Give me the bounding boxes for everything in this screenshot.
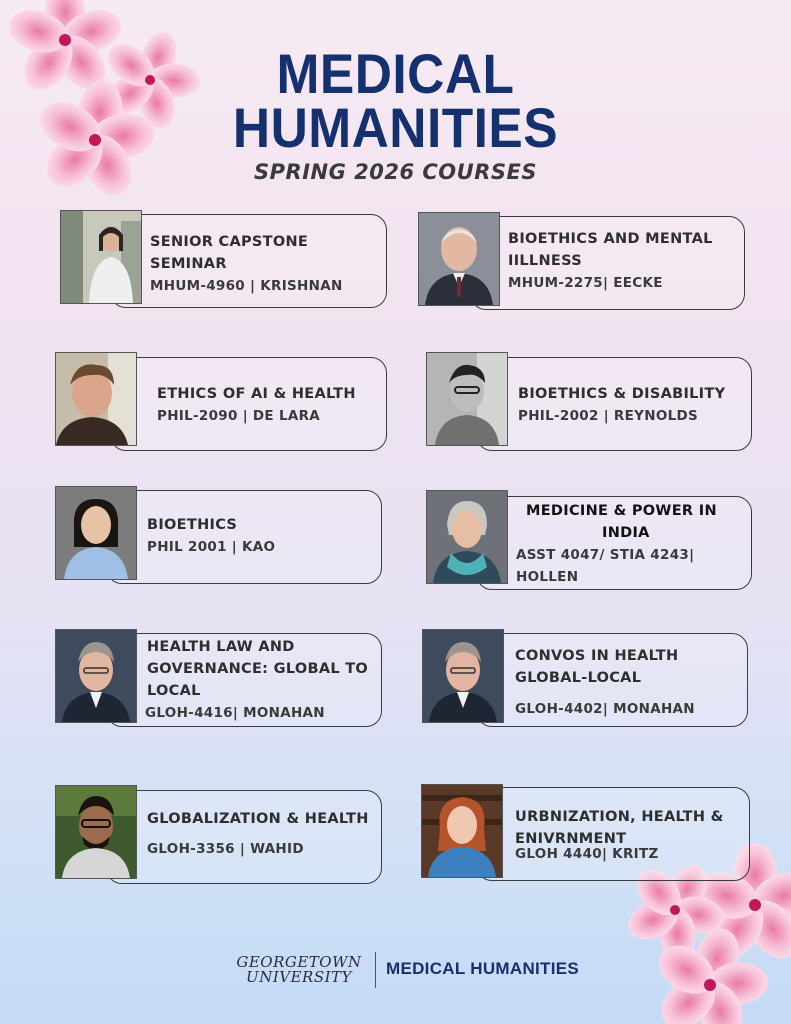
- course-text-senior-capstone: [150, 231, 343, 297]
- course-text-convos-health: [515, 645, 695, 720]
- course-code: MHUM-4960 | KRISHNAN: [150, 278, 343, 294]
- instructor-photo-reynolds: [426, 352, 508, 446]
- course-title: GLOBAL-LOCAL: [515, 670, 642, 686]
- course-title: SEMINAR: [150, 256, 227, 272]
- course-code: MHUM-2275| EECKE: [508, 275, 663, 291]
- footer-divider: [375, 952, 376, 988]
- instructor-photo-monahan-1: [55, 629, 137, 723]
- course-code: HOLLEN: [516, 569, 579, 585]
- course-code: PHIL 2001 | KAO: [147, 539, 276, 555]
- course-title: ETHICS OF AI & HEALTH: [157, 386, 356, 402]
- course-code: PHIL-2090 | DE LARA: [157, 408, 321, 424]
- course-title: URBNIZATION, HEALTH &: [515, 809, 724, 825]
- instructor-photo-hollen: [426, 490, 508, 584]
- course-title: GOVERNANCE: GLOBAL TO: [147, 661, 369, 677]
- instructor-photo-kritz: [421, 784, 503, 878]
- course-title: BIOETHICS & DISABILITY: [518, 386, 726, 402]
- course-title: ENIVRNMENT: [515, 831, 627, 847]
- instructor-photo-de-lara: [55, 352, 137, 446]
- course-code: GLOH-3356 | WAHID: [147, 841, 304, 857]
- page-title-line2: HUMANITIES: [232, 96, 559, 159]
- course-text-bioethics: [147, 514, 275, 558]
- course-title: GLOBALIZATION & HEALTH: [147, 811, 369, 827]
- course-text-bioethics-disability: [518, 383, 725, 427]
- course-title: CONVOS IN HEALTH: [515, 648, 679, 664]
- instructor-photo-wahid: [55, 785, 137, 879]
- footer-program-name: MEDICAL HUMANITIES: [386, 959, 580, 978]
- course-title: LOCAL: [147, 683, 201, 699]
- instructor-photo-kao: [55, 486, 137, 580]
- course-text-bioethics-mental-illness: [508, 228, 713, 294]
- course-title: IILLNESS: [508, 253, 582, 269]
- instructor-photo-monahan-2: [422, 629, 504, 723]
- course-code: GLOH-4416| MONAHAN: [145, 705, 325, 721]
- instructor-photo-krishnan: [60, 210, 142, 304]
- course-title: BIOETHICS AND MENTAL: [508, 231, 713, 247]
- course-title: SENIOR CAPSTONE: [150, 234, 309, 250]
- university-name-line1: GEORGETOWN: [236, 953, 362, 971]
- course-text-globalization-health: [147, 808, 369, 860]
- course-text-health-law-governance: [147, 636, 368, 724]
- course-text-urbanization-health: [515, 806, 724, 862]
- course-title: MEDICINE & POWER IN: [526, 503, 717, 519]
- page-subtitle: SPRING 2026 COURSES: [254, 160, 537, 184]
- course-text-ethics-ai-health: [157, 383, 356, 427]
- university-name-line2: UNIVERSITY: [246, 968, 352, 986]
- page-title-line1: MEDICAL: [276, 42, 515, 105]
- course-title: HEALTH LAW AND: [147, 639, 295, 655]
- course-code: GLOH-4402| MONAHAN: [515, 701, 695, 717]
- course-code: PHIL-2002 | REYNOLDS: [518, 408, 699, 424]
- course-code: GLOH 4440| KRITZ: [515, 846, 659, 862]
- course-code: ASST 4047/ STIA 4243|: [516, 547, 695, 563]
- instructor-photo-eecke: [418, 212, 500, 306]
- georgetown-university-logo: [232, 955, 366, 985]
- course-title: INDIA: [602, 525, 650, 541]
- course-title: BIOETHICS: [147, 517, 238, 533]
- course-text-medicine-power-india: [516, 500, 717, 588]
